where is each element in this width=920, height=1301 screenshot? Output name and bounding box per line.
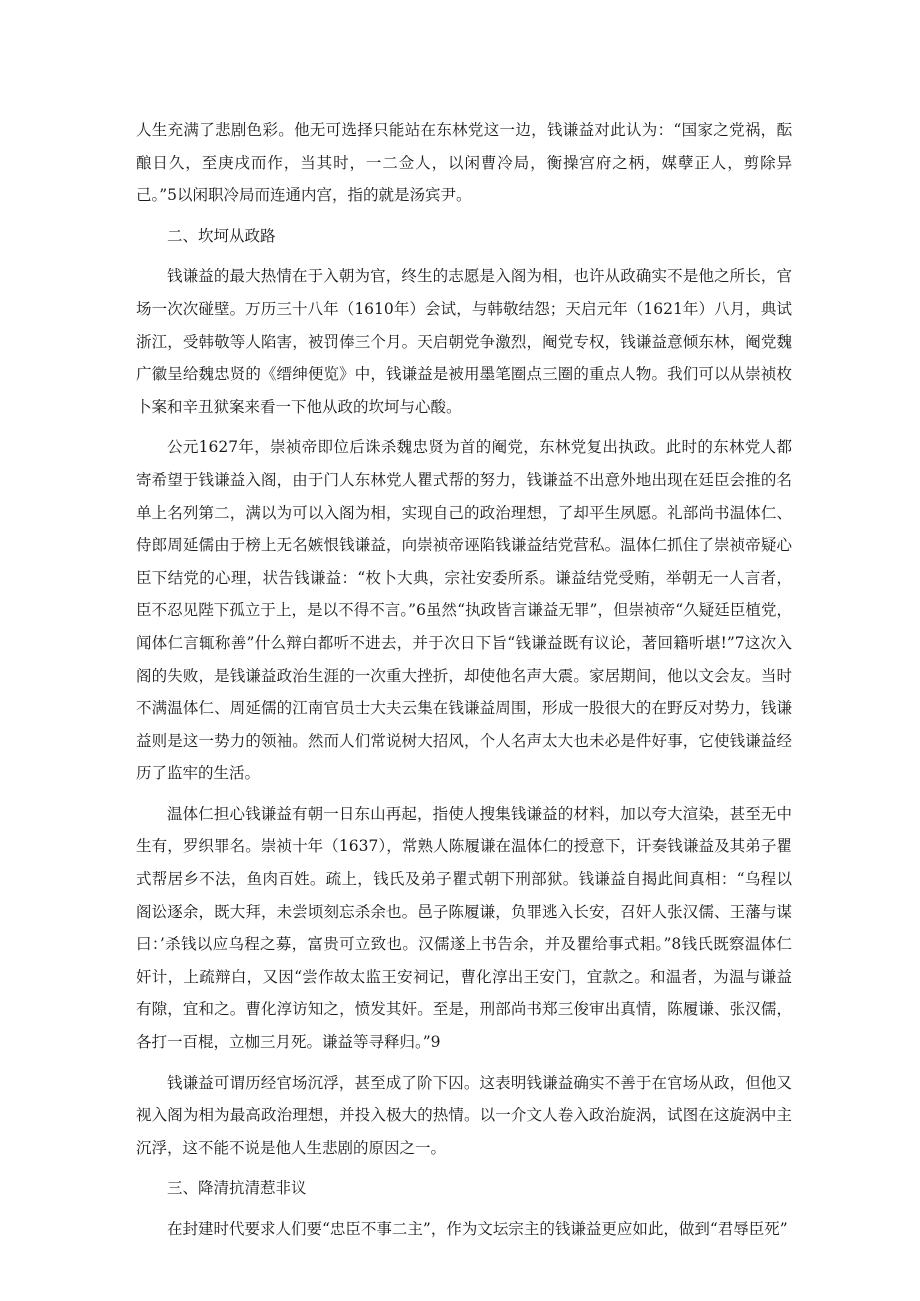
paragraph-wen-tiren: 温体仁担心钱谦益有朝一日东山再起，指使人搜集钱谦益的材料，加以夸大渲染，甚至无中生有，罗织罪名。崇祯十年（1637），常熟人陈履谦在温体仁的授意下，讦奏钱谦益及其弟子瞿式帮居乡不法，鱼肉百姓。疏上，钱氏及弟子瞿式朝下刑部狱。钱谦益自揭此间真相：“乌程以阁讼逐余，既大拜，未尝顷刻忘杀余也。邑子陈履谦，负罪逃入长安，召奸人张汉儒、王藩与谋曰：’杀钱以应乌程之募，富贵可立致也。汉儒遂上书告余，并及瞿给事式耜。”8钱氏既察温体仁奸计，上疏辩白，又因“尝作故太监王安祠记，曹化淳出王安门，宜款之。和温者，为温与谦益有隙，宜和之。曹化淳访知之，愤发其奸。至是，刑部尚书郑三俊审出真情，陈履谦、张汉儒，各打一百棍，立枷三月死。谦益等寻释归。”9	[136, 804, 792, 1052]
paragraph-1627: 公元1627年，崇祯帝即位后诛杀魏忠贤为首的阉党，东林党复出执政。此时的东林党人都寄希望于钱谦益入阁，由于门人东林党人瞿式帮的努力，钱谦益不出意外地出现在廷臣会推的名单上名列第二，满以为可以入阁为相，实现自己的政治理想，了却平生夙愿。礼部尚书温体仁、侍郎周延儒由于榜上无名嫉恨钱谦益，向崇祯帝诬陷钱谦益结党营私。温体仁抓住了崇祯帝疑心臣下结党的心理，状告钱谦益：“枚卜大典，宗社安委所系。谦益结党受贿，举朝无一人言者，臣不忍见陛下孤立于上，是以不得不言。”6虽然“执政皆言谦益无罪”，但崇祯帝“久疑廷臣植党，闻体仁言辄称善”什么辩白都听不进去，并于次日下旨“钱谦益既有议论，著回籍听堪!”7这次入阁的失败，是钱谦益政治生涯的一次重大挫折，却使他名声大震。家居期间，他以文会友。当时不满温体仁、周延儒的江南官员士大夫云集在钱谦益周围，形成一股很大的在野反对势力，钱谦益则是这一势力的领袖。然而人们常说树大招风，个人名声太大也未必是件好事，它使钱谦益经历了监牢的生活。	[136, 438, 792, 783]
paragraph-feudal-loyalty: 在封建时代要求人们要“忠臣不事二主”，作为文坛宗主的钱谦益更应如此，做到“君辱臣死”	[167, 1220, 788, 1238]
spacer	[136, 790, 792, 798]
paragraph-career-setbacks: 钱谦益的最大热情在于入朝为官，终生的志愿是入阁为相，也许从政确实不是他之所长，官场一次次碰壁。万历三十八年（1610年）会试，与韩敬结怨；天启元年（1621年）八月，典试浙江，受韩敬等人陷害，被罚俸三个月。天启朝党争激烈，阉党专权，钱谦益意倾东林，阉党魏广徽呈给魏忠贤的《缙绅便览》中，钱谦益是被用墨笔圈点三圈的重点人物。我们可以从崇祯枚卜案和辛丑狱案来看一下他从政的坎坷与心酸。	[136, 267, 792, 416]
spacer	[136, 212, 792, 220]
section-heading-3: 三、降清抗清惹非议	[167, 1179, 307, 1198]
spacer	[136, 1205, 792, 1213]
document-page	[136, 114, 792, 1246]
spacer	[136, 423, 792, 431]
spacer	[136, 1164, 792, 1172]
spacer	[136, 252, 792, 260]
spacer	[136, 1059, 792, 1067]
section-heading-2: 二、坎坷从政路	[167, 226, 276, 245]
paragraph-summary: 钱谦益可谓历经官场沉浮，甚至成了阶下囚。这表明钱谦益确实不善于在官场从政，但他又视入阁为相为最高政治理想，并投入极大的热情。以一介文人卷入政治旋涡，试图在这旋涡中主沉浮，这不能不说是他人生悲剧的原因之一。	[136, 1073, 792, 1157]
paragraph-continuation: 人生充满了悲剧色彩。他无可选择只能站在东林党这一边，钱谦益对此认为：“国家之党祸，酝酿日久，至庚戌而作，当其时，一二佥人，以闲曹冷局，衡操宫府之柄，媒孽正人，剪除异己。”5以闲职冷局而连通内宫，指的就是汤宾尹。	[136, 121, 792, 205]
